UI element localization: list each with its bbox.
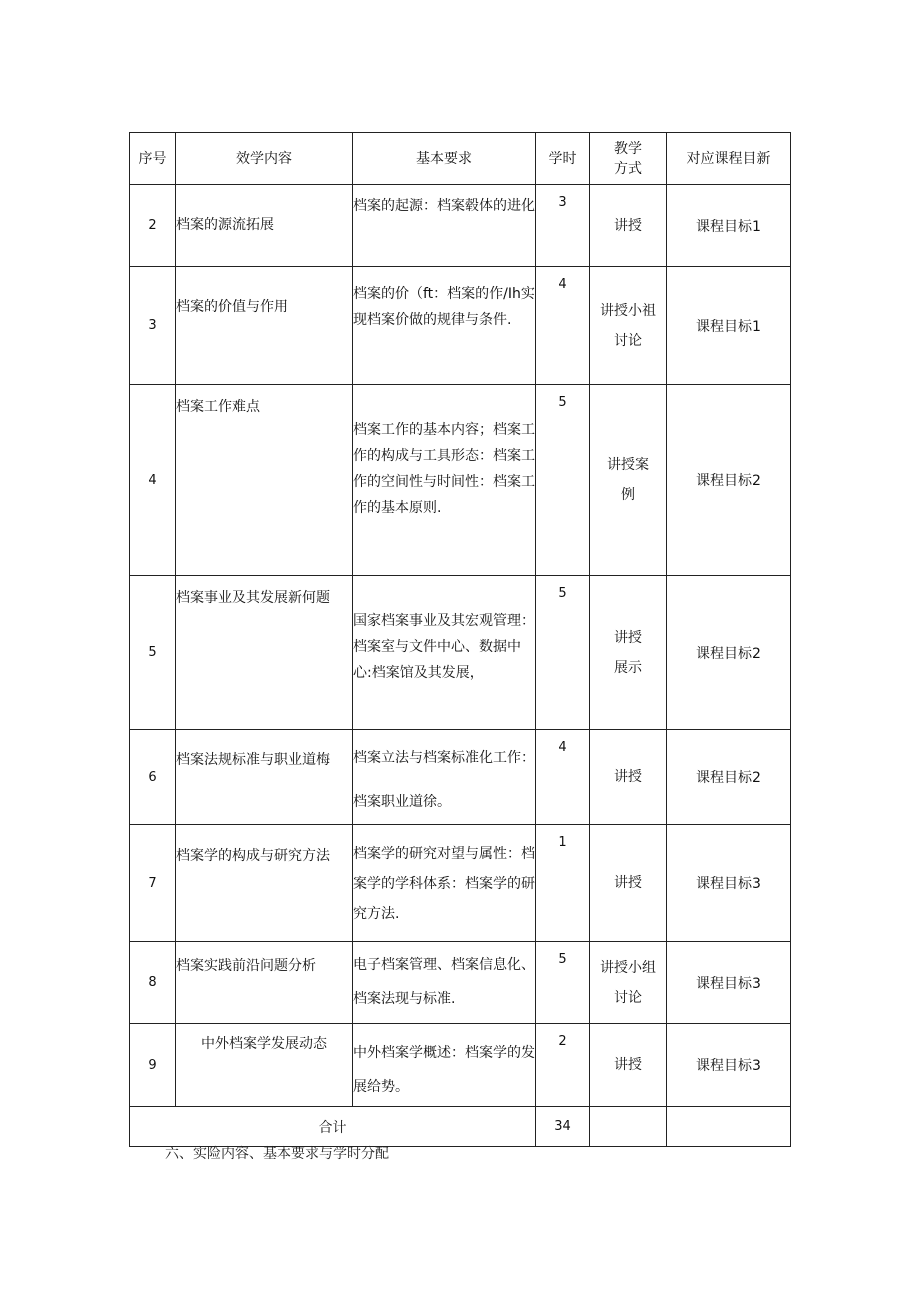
row-method: 讲授案例: [590, 385, 667, 576]
row-target: 课程目标3: [667, 1024, 791, 1107]
row-target: 课程目标2: [667, 730, 791, 825]
header-row: [130, 133, 791, 185]
row-num: 8: [130, 942, 176, 1024]
row-num: 4: [130, 385, 176, 576]
row-target: 课程目标3: [667, 942, 791, 1024]
row-hours: 4: [536, 267, 590, 385]
row-content: 档案的价值与作用: [176, 267, 353, 385]
header-content: 效学内容: [176, 133, 353, 185]
row-method: 讲授小组讨论: [590, 942, 667, 1024]
row-target: 课程目标2: [667, 576, 791, 730]
row-hours: 5: [536, 942, 590, 1024]
row-target: 课程目标2: [667, 385, 791, 576]
section-heading: 六、实险内容、基本要求与学时分配: [165, 1146, 389, 1162]
header-target: 对应课程目新: [667, 133, 791, 185]
row-hours: 1: [536, 825, 590, 942]
row-target: 课程目标1: [667, 185, 791, 267]
row-method: 讲授展示: [590, 576, 667, 730]
row-target: 课程目标3: [667, 825, 791, 942]
row-num: 3: [130, 267, 176, 385]
table-row: [130, 576, 791, 730]
row-content: 档案法规标准与职业道梅: [176, 730, 353, 825]
row-requirement: 国家档案事业及其宏观管理：档案室与文件中心、数据中心:档案馆及其发展，: [353, 576, 536, 730]
table-row: [130, 267, 791, 385]
row-hours: 4: [536, 730, 590, 825]
header-requirement: 基本要求: [353, 133, 536, 185]
row-hours: 2: [536, 1024, 590, 1107]
row-requirement: 档案的起源：档案毂体的进化: [353, 185, 536, 267]
row-num: 6: [130, 730, 176, 825]
total-label: 合计: [130, 1107, 536, 1147]
row-method: 讲授: [590, 730, 667, 825]
row-hours: 5: [536, 385, 590, 576]
row-num: 2: [130, 185, 176, 267]
table-row: [130, 942, 791, 1024]
syllabus-table: [129, 132, 791, 1147]
total-row: [130, 1107, 791, 1147]
table-row: [130, 385, 791, 576]
row-target: 课程目标1: [667, 267, 791, 385]
row-method: 讲授: [590, 825, 667, 942]
row-content: 中外档案学发展动态: [176, 1024, 353, 1107]
row-requirement: 电子档案管理、档案信息化、档案法现与标准.: [353, 942, 536, 1024]
row-content: 档案学的构成与研究方法: [176, 825, 353, 942]
row-content: 档案实践前沿问题分析: [176, 942, 353, 1024]
row-method: 讲授: [590, 185, 667, 267]
table-row: [130, 730, 791, 825]
total-method-empty: [590, 1107, 667, 1147]
row-requirement: 档案的价（ft：档案的作/Ih实现档案价做的规律与条件.: [353, 267, 536, 385]
row-hours: 5: [536, 576, 590, 730]
row-requirement: 档案立法与档案标准化工作：档案职业道徐。: [353, 730, 536, 825]
total-target-empty: [667, 1107, 791, 1147]
row-num: 7: [130, 825, 176, 942]
row-num: 9: [130, 1024, 176, 1107]
row-content: 档案事业及其发展新何题: [176, 576, 353, 730]
row-requirement: 中外档案学概述：档案学的发展给势。: [353, 1024, 536, 1107]
row-method: 讲授: [590, 1024, 667, 1107]
row-requirement: 档案学的研究对望与属性：档案学的学科体系：档案学的研究方法.: [353, 825, 536, 942]
row-content: 档案工作难点: [176, 385, 353, 576]
row-requirement: 档案工作的基本内容；档案工作的构成与工具形态：档案工作的空间性与时间性：档案工作的基本原则.: [353, 385, 536, 576]
total-hours: 34: [536, 1107, 590, 1147]
row-content: 档案的源流拓展: [176, 185, 353, 267]
header-method: 教学方式: [590, 133, 667, 185]
table-row: [130, 1024, 791, 1107]
table-row: [130, 185, 791, 267]
row-method: 讲授小祖讨论: [590, 267, 667, 385]
row-hours: 3: [536, 185, 590, 267]
header-num: 序号: [130, 133, 176, 185]
table-row: [130, 825, 791, 942]
row-num: 5: [130, 576, 176, 730]
header-hours: 学时: [536, 133, 590, 185]
